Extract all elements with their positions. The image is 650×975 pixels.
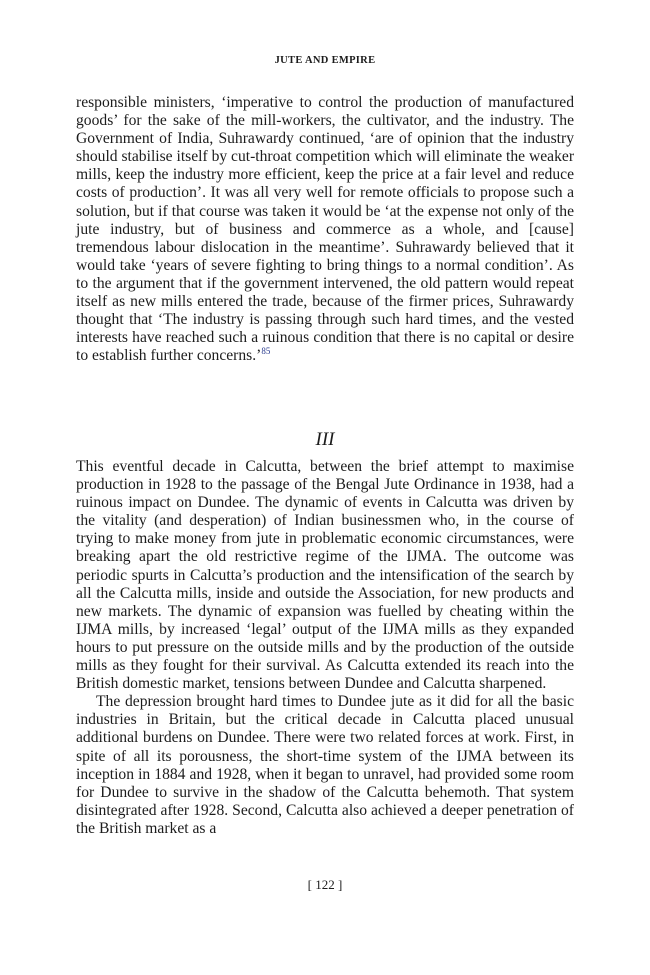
- paragraph-2: This eventful decade in Calcutta, between the brief attempt to maximise production in 1928 to the passage of the Bengal Jute Ordinance in 1938, had a ruinous impact on Dundee. The dynamic of events in Calcutta was driven by the vitality (and desperation) of Indian businessmen who, in the course of trying to make money from jute in problematic economic circumstances, were breaking apart the old restrictive regime of the IJMA. The outcome was periodic spurts in Calcutta’s production and the intensification of the search by all the Calcutta mills, inside and outside the Association, for new products and new markets. The dynamic of expansion was fuelled by cheating within the IJMA mills, by increased ‘legal’ output of the IJMA mills as they expanded hours to put pressure on the outside mills and by the production of the outside mills as they fought for their survival. As Calcutta extended its reach into the British domestic market, tensions between Dundee and Calcutta sharpened.: [76, 458, 574, 693]
- section-heading: III: [315, 429, 335, 450]
- paragraph-continued: [76, 94, 574, 365]
- page-number: [ 122 ]: [307, 877, 343, 892]
- running-head: JUTE AND EMPIRE: [274, 55, 376, 66]
- text-block-lower: [76, 458, 574, 838]
- paragraph-3: The depression brought hard times to Dundee jute as it did for all the basic industries in Britain, but the critical decade in Calcutta placed unusual additional burdens on Dundee. There were two related forces at work. First, in spite of all its porousness, the short-time system of the IJMA between its inception in 1884 and 1928, when it began to unravel, had provided some room for Dundee to survive in the shadow of the Calcutta behemoth. That system disintegrated after 1928. Second, Calcutta also achieved a deeper penetration of the British market as a: [76, 693, 574, 837]
- footnote-ref-85[interactable]: 85: [261, 346, 271, 357]
- paragraph-1-text: responsible ministers, ‘imperative to control the production of manufactured goods’ for the sake of the mill-workers, the cultivator, and the industry. The Government of India, Suhrawardy continued, ‘are of opinion that the industry should stabilise itself by cut-throat competition which will eliminate the weaker mills, keep the industry more efficient, keep the price at a fair level and reduce costs of production’. It was all very well for remote officials to propose such a solution, but if that course was taken it would be ‘at the expense not only of the jute industry, but of business and commerce as a whole, and [cause] tremendous labour dislocation in the meantime’. Suhrawardy believed that it would take ‘years of severe fighting to bring things to a normal condition’. As to the argument that if the government intervened, the old pattern would repeat itself as new mills entered the trade, because of the firmer prices, Suhrawardy thought that ‘The industry is passing through such hard times, and the vested interests have reached such a ruinous condition that there is no capital or desire to establish further concerns.’: [76, 94, 575, 365]
- text-block-upper: [76, 94, 574, 365]
